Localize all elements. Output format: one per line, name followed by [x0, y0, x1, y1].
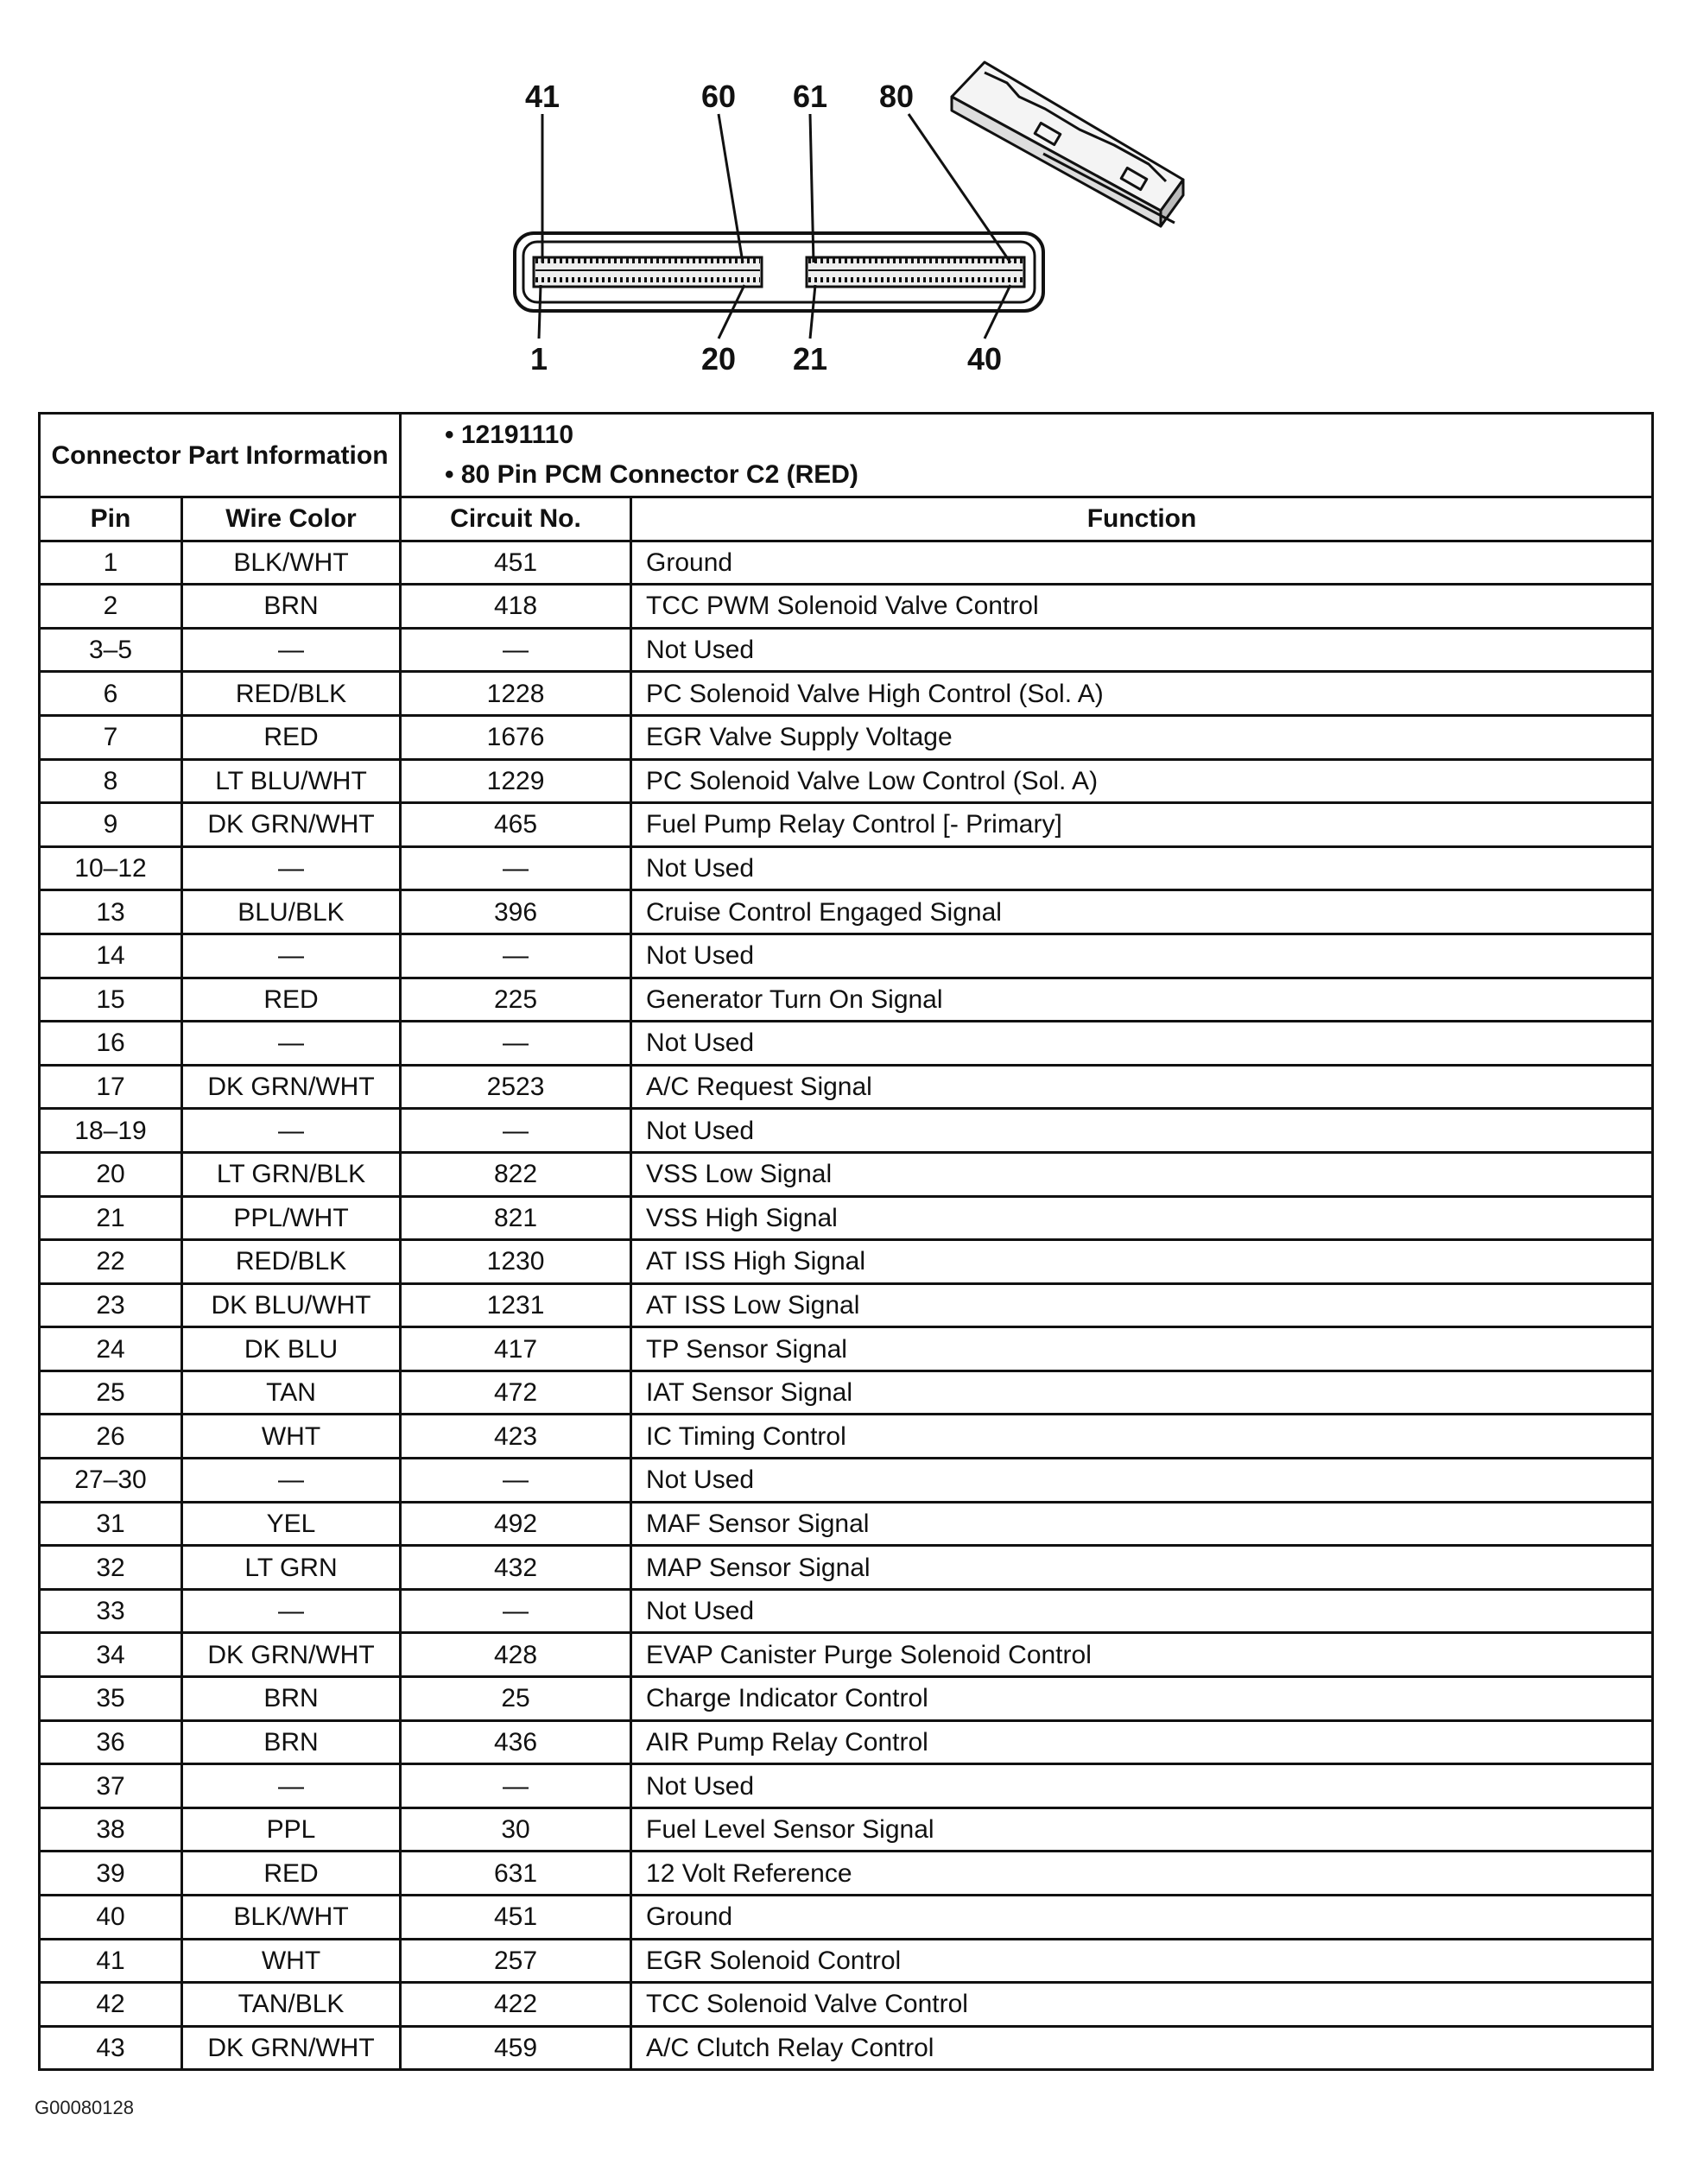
pin-cell: 8 — [40, 759, 182, 803]
pin-cell: 33 — [40, 1589, 182, 1633]
table-row — [40, 1240, 1653, 1284]
wire-color-cell: — — [182, 1459, 401, 1503]
wire-color-cell: PPL/WHT — [182, 1196, 401, 1240]
circuit-cell: 257 — [401, 1939, 631, 1983]
function-cell: Ground — [631, 1896, 1653, 1940]
bottom-label-1: 1 — [529, 341, 548, 377]
circuit-cell: — — [401, 1109, 631, 1153]
table-row — [40, 2026, 1653, 2070]
function-cell: Fuel Level Sensor Signal — [631, 1807, 1653, 1852]
wire-color-cell: WHT — [182, 1415, 401, 1459]
info-connector-name: • 80 Pin PCM Connector C2 (RED) — [445, 460, 858, 489]
table-row — [40, 1546, 1653, 1590]
function-cell: TCC Solenoid Valve Control — [631, 1983, 1653, 2027]
pin-cell: 26 — [40, 1415, 182, 1459]
pin-cell: 42 — [40, 1983, 182, 2027]
wire-color-cell: BLK/WHT — [182, 541, 401, 585]
wire-color-cell: RED — [182, 715, 401, 759]
connector-3d-illustration — [952, 62, 1183, 226]
pin-cell: 20 — [40, 1152, 182, 1196]
circuit-cell: — — [401, 934, 631, 978]
table-row — [40, 890, 1653, 934]
function-cell: Not Used — [631, 1459, 1653, 1503]
wire-color-cell: — — [182, 628, 401, 672]
table-row — [40, 1327, 1653, 1371]
wire-color-cell: LT GRN — [182, 1546, 401, 1590]
circuit-cell: 396 — [401, 890, 631, 934]
pin-cell: 39 — [40, 1852, 182, 1896]
circuit-cell: 30 — [401, 1807, 631, 1852]
table-row — [40, 585, 1653, 629]
function-cell: A/C Request Signal — [631, 1065, 1653, 1109]
top-label-41: 41 — [524, 79, 560, 114]
table-header-row — [40, 497, 1653, 541]
function-cell: TP Sensor Signal — [631, 1327, 1653, 1371]
pin-cell: 34 — [40, 1633, 182, 1677]
circuit-cell: 451 — [401, 1896, 631, 1940]
top-label-60: 60 — [700, 79, 737, 114]
wire-color-cell: LT BLU/WHT — [182, 759, 401, 803]
circuit-cell: — — [401, 1022, 631, 1066]
circuit-cell: 822 — [401, 1152, 631, 1196]
circuit-cell: 459 — [401, 2026, 631, 2070]
wire-color-cell: LT GRN/BLK — [182, 1152, 401, 1196]
table-row — [40, 1589, 1653, 1633]
circuit-cell: 422 — [401, 1983, 631, 2027]
pin-cell: 1 — [40, 541, 182, 585]
circuit-cell: 25 — [401, 1677, 631, 1721]
function-cell: IAT Sensor Signal — [631, 1371, 1653, 1415]
table-row — [40, 934, 1653, 978]
pin-cell: 16 — [40, 1022, 182, 1066]
table-row — [40, 1939, 1653, 1983]
wire-color-cell: DK GRN/WHT — [182, 803, 401, 847]
header-pin: Pin — [40, 497, 182, 541]
circuit-cell: 432 — [401, 1546, 631, 1590]
pin-cell: 27–30 — [40, 1459, 182, 1503]
function-cell: 12 Volt Reference — [631, 1852, 1653, 1896]
function-cell: Ground — [631, 541, 1653, 585]
circuit-cell: 451 — [401, 541, 631, 585]
table-row — [40, 1764, 1653, 1808]
wire-color-cell: PPL — [182, 1807, 401, 1852]
top-label-61: 61 — [792, 79, 828, 114]
table-row — [40, 1983, 1653, 2027]
wire-color-cell: — — [182, 934, 401, 978]
wire-color-cell: RED — [182, 1852, 401, 1896]
circuit-cell: 417 — [401, 1327, 631, 1371]
pin-cell: 36 — [40, 1720, 182, 1764]
table-row — [40, 1109, 1653, 1153]
wire-color-cell: YEL — [182, 1502, 401, 1546]
function-cell: AIR Pump Relay Control — [631, 1720, 1653, 1764]
circuit-cell: 436 — [401, 1720, 631, 1764]
table-row — [40, 1720, 1653, 1764]
function-cell: TCC PWM Solenoid Valve Control — [631, 585, 1653, 629]
function-cell: Not Used — [631, 1022, 1653, 1066]
connector-info-row — [40, 414, 1653, 497]
table-row — [40, 1502, 1653, 1546]
function-cell: Not Used — [631, 934, 1653, 978]
function-cell: MAF Sensor Signal — [631, 1502, 1653, 1546]
table-row — [40, 1677, 1653, 1721]
table-row — [40, 1371, 1653, 1415]
function-cell: AT ISS Low Signal — [631, 1283, 1653, 1327]
wire-color-cell: DK GRN/WHT — [182, 2026, 401, 2070]
function-cell: VSS Low Signal — [631, 1152, 1653, 1196]
figure-id: G00080128 — [35, 2097, 134, 2118]
table-row — [40, 1065, 1653, 1109]
bottom-label-20: 20 — [700, 341, 737, 377]
connector-body — [515, 233, 1043, 311]
header-function: Function — [631, 497, 1653, 541]
pin-cell: 43 — [40, 2026, 182, 2070]
wire-color-cell: BRN — [182, 1677, 401, 1721]
circuit-cell: 1228 — [401, 672, 631, 716]
pin-cell: 25 — [40, 1371, 182, 1415]
pin-cell: 37 — [40, 1764, 182, 1808]
pin-cell: 13 — [40, 890, 182, 934]
function-cell: PC Solenoid Valve Low Control (Sol. A) — [631, 759, 1653, 803]
function-cell: Not Used — [631, 1589, 1653, 1633]
table-row — [40, 715, 1653, 759]
circuit-cell: — — [401, 628, 631, 672]
circuit-cell: 428 — [401, 1633, 631, 1677]
pin-cell: 24 — [40, 1327, 182, 1371]
circuit-cell: — — [401, 846, 631, 890]
wire-color-cell: RED/BLK — [182, 1240, 401, 1284]
table-row — [40, 978, 1653, 1022]
wire-color-cell: BLK/WHT — [182, 1896, 401, 1940]
circuit-cell: 1229 — [401, 759, 631, 803]
wire-color-cell: BRN — [182, 1720, 401, 1764]
wire-color-cell: — — [182, 1022, 401, 1066]
function-cell: Not Used — [631, 1764, 1653, 1808]
function-cell: Not Used — [631, 846, 1653, 890]
pin-cell: 17 — [40, 1065, 182, 1109]
wire-color-cell: — — [182, 1109, 401, 1153]
wire-color-cell: DK BLU/WHT — [182, 1283, 401, 1327]
table-row — [40, 1196, 1653, 1240]
pin-cell: 18–19 — [40, 1109, 182, 1153]
circuit-cell: — — [401, 1589, 631, 1633]
function-cell: AT ISS High Signal — [631, 1240, 1653, 1284]
table-row — [40, 672, 1653, 716]
table-row — [40, 1283, 1653, 1327]
function-cell: Generator Turn On Signal — [631, 978, 1653, 1022]
pin-cell: 40 — [40, 1896, 182, 1940]
circuit-cell: 2523 — [401, 1065, 631, 1109]
function-cell: EGR Solenoid Control — [631, 1939, 1653, 1983]
wire-color-cell: WHT — [182, 1939, 401, 1983]
pin-cell: 2 — [40, 585, 182, 629]
wire-color-cell: — — [182, 1764, 401, 1808]
circuit-cell: 492 — [401, 1502, 631, 1546]
table-row — [40, 846, 1653, 890]
wire-color-cell: DK GRN/WHT — [182, 1633, 401, 1677]
function-cell: MAP Sensor Signal — [631, 1546, 1653, 1590]
info-part-number: • 12191110 — [445, 421, 574, 449]
function-cell: EGR Valve Supply Voltage — [631, 715, 1653, 759]
pin-cell: 3–5 — [40, 628, 182, 672]
table-row — [40, 541, 1653, 585]
table-row — [40, 1459, 1653, 1503]
wire-color-cell: TAN — [182, 1371, 401, 1415]
wire-color-cell: — — [182, 846, 401, 890]
circuit-cell: 631 — [401, 1852, 631, 1896]
function-cell: IC Timing Control — [631, 1415, 1653, 1459]
pin-cell: 35 — [40, 1677, 182, 1721]
wire-color-cell: BRN — [182, 585, 401, 629]
table-row — [40, 759, 1653, 803]
table-row — [40, 1807, 1653, 1852]
circuit-cell: 1231 — [401, 1283, 631, 1327]
function-cell: Fuel Pump Relay Control [- Primary] — [631, 803, 1653, 847]
header-wire-color: Wire Color — [182, 497, 401, 541]
pin-cell: 14 — [40, 934, 182, 978]
wire-color-cell: RED/BLK — [182, 672, 401, 716]
table-row — [40, 1852, 1653, 1896]
circuit-cell: 472 — [401, 1371, 631, 1415]
table-row — [40, 1415, 1653, 1459]
table-row — [40, 1152, 1653, 1196]
circuit-cell: 423 — [401, 1415, 631, 1459]
circuit-cell: — — [401, 1459, 631, 1503]
circuit-cell: 225 — [401, 978, 631, 1022]
pin-cell: 41 — [40, 1939, 182, 1983]
pin-cell: 10–12 — [40, 846, 182, 890]
wire-color-cell: RED — [182, 978, 401, 1022]
function-cell: A/C Clutch Relay Control — [631, 2026, 1653, 2070]
table-row — [40, 628, 1653, 672]
bottom-label-40: 40 — [966, 341, 1003, 377]
pin-cell: 32 — [40, 1546, 182, 1590]
circuit-cell: 1230 — [401, 1240, 631, 1284]
table-row — [40, 1896, 1653, 1940]
pin-cell: 31 — [40, 1502, 182, 1546]
pin-cell: 38 — [40, 1807, 182, 1852]
bottom-label-21: 21 — [792, 341, 828, 377]
table-row — [40, 1633, 1653, 1677]
pin-cell: 7 — [40, 715, 182, 759]
pin-cell: 9 — [40, 803, 182, 847]
table-row — [40, 1022, 1653, 1066]
connector-diagram — [0, 0, 1691, 397]
circuit-cell: 821 — [401, 1196, 631, 1240]
connector-info-values — [401, 414, 1653, 497]
wire-color-cell: DK BLU — [182, 1327, 401, 1371]
header-circuit-no: Circuit No. — [401, 497, 631, 541]
circuit-cell: — — [401, 1764, 631, 1808]
wire-color-cell: BLU/BLK — [182, 890, 401, 934]
function-cell: Not Used — [631, 1109, 1653, 1153]
function-cell: Cruise Control Engaged Signal — [631, 890, 1653, 934]
wire-color-cell: — — [182, 1589, 401, 1633]
pin-cell: 6 — [40, 672, 182, 716]
pin-cell: 22 — [40, 1240, 182, 1284]
pin-cell: 15 — [40, 978, 182, 1022]
pin-cell: 21 — [40, 1196, 182, 1240]
table-row — [40, 803, 1653, 847]
pin-cell: 23 — [40, 1283, 182, 1327]
pinout-table — [38, 412, 1654, 2071]
wire-color-cell: TAN/BLK — [182, 1983, 401, 2027]
function-cell: VSS High Signal — [631, 1196, 1653, 1240]
circuit-cell: 418 — [401, 585, 631, 629]
function-cell: Charge Indicator Control — [631, 1677, 1653, 1721]
function-cell: Not Used — [631, 628, 1653, 672]
connector-info-label: Connector Part Information — [40, 414, 401, 497]
function-cell: PC Solenoid Valve High Control (Sol. A) — [631, 672, 1653, 716]
function-cell: EVAP Canister Purge Solenoid Control — [631, 1633, 1653, 1677]
leader-lines — [539, 114, 1010, 339]
top-label-80: 80 — [878, 79, 915, 114]
wire-color-cell: DK GRN/WHT — [182, 1065, 401, 1109]
circuit-cell: 1676 — [401, 715, 631, 759]
circuit-cell: 465 — [401, 803, 631, 847]
